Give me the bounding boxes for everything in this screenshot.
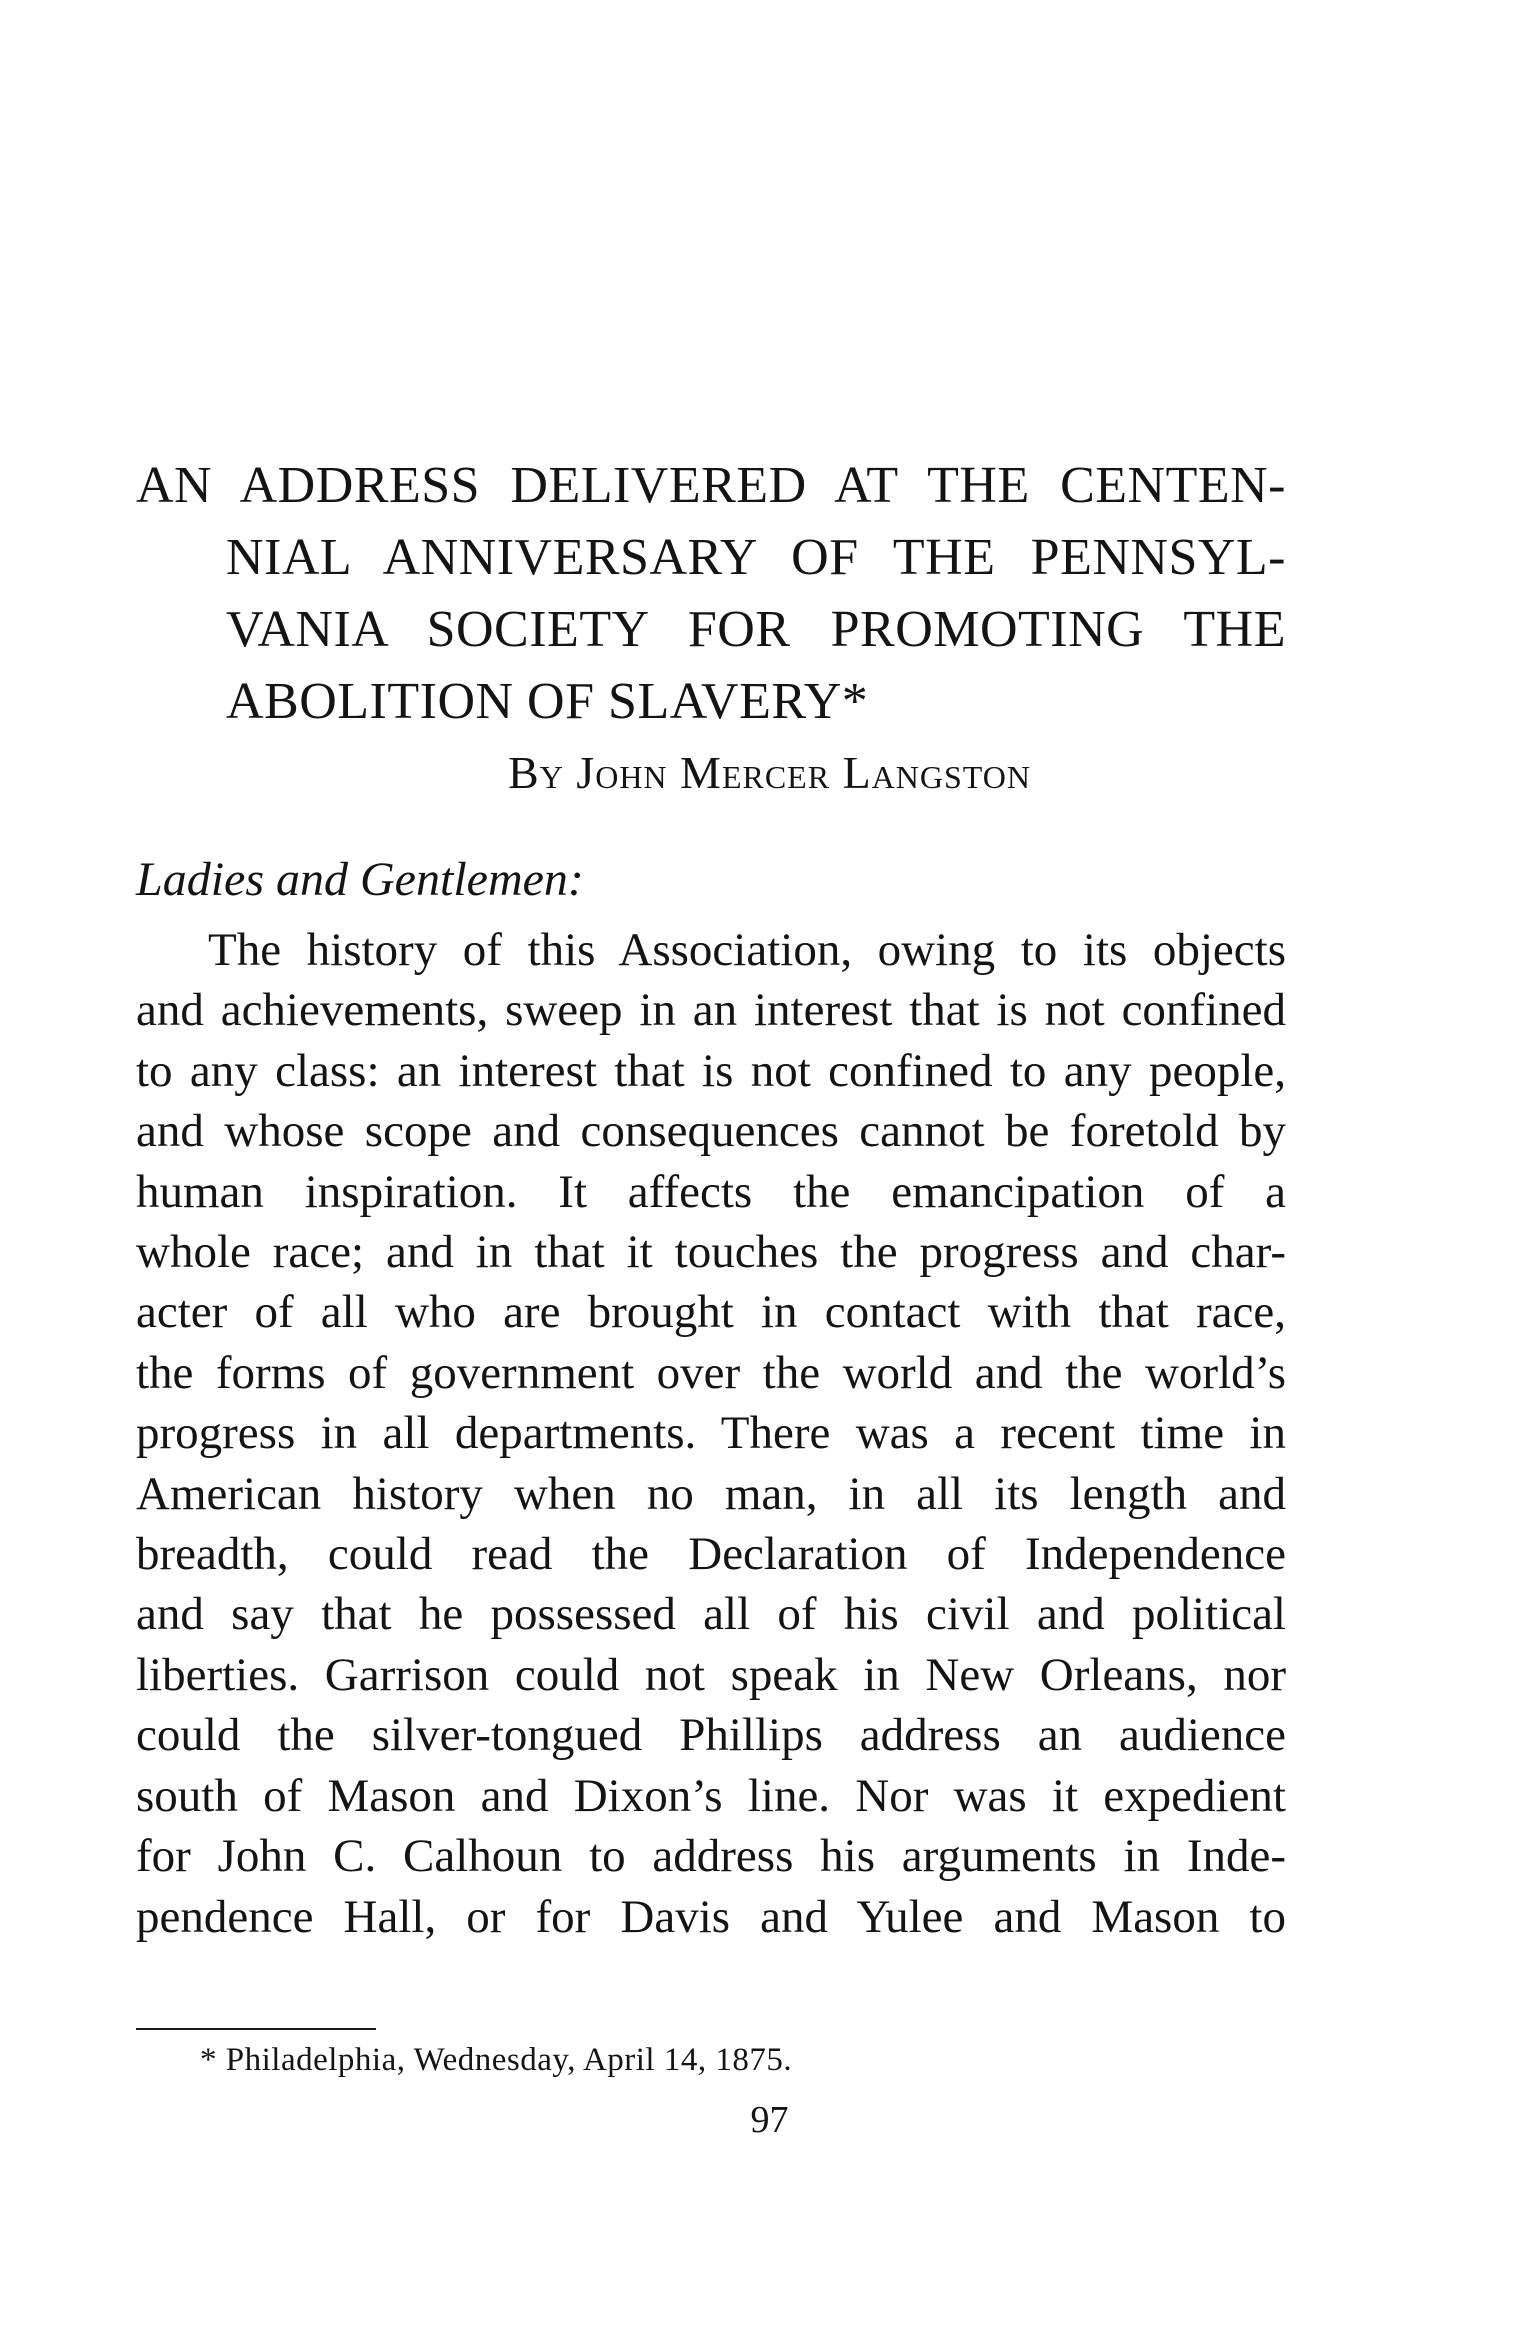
- body-line: whole race; and in that it touches the progress and char-: [136, 1226, 1286, 1279]
- title-line-3: VANIA SOCIETY FOR PROMOTING THE: [226, 601, 1286, 658]
- author-byline: By John Mercer Langston: [508, 747, 1031, 798]
- footnote: * Philadelphia, Wednesday, April 14, 1875.: [200, 2042, 793, 2078]
- body-line: south of Mason and Dixon’s line. Nor was it expedient: [136, 1769, 1286, 1822]
- body-line: and say that he possessed all of his civil and political: [136, 1588, 1286, 1641]
- body-line: and achievements, sweep in an interest that is not confined: [136, 984, 1286, 1037]
- body-line: and whose scope and consequences cannot be foretold by: [136, 1105, 1286, 1158]
- body-line: human inspiration. It affects the emancipation of a: [136, 1165, 1286, 1218]
- body-line: breadth, could read the Declaration of Independence: [136, 1528, 1286, 1581]
- title-line-4: ABOLITION OF SLAVERY*: [226, 673, 869, 730]
- footnote-divider: [136, 2028, 376, 2030]
- body-line: The history of this Association, owing to its objects: [208, 924, 1286, 976]
- salutation: Ladies and Gentlemen:: [136, 853, 584, 906]
- title-line-1: AN ADDRESS DELIVERED AT THE CENTEN-: [136, 457, 1286, 514]
- body-line: American history when no man, in all its length and: [136, 1467, 1286, 1520]
- body-line: pendence Hall, or for Davis and Yulee and Mason to: [136, 1890, 1286, 1943]
- body-line: liberties. Garrison could not speak in New Orleans, nor: [136, 1648, 1286, 1701]
- body-line: the forms of government over the world and the world’s: [136, 1346, 1286, 1399]
- article-title: [136, 450, 1286, 738]
- body-line: acter of all who are brought in contact with that race,: [136, 1286, 1286, 1339]
- body-line: to any class: an interest that is not confined to any people,: [136, 1044, 1286, 1097]
- body-line: for John C. Calhoun to address his arguments in Inde-: [136, 1830, 1286, 1883]
- page-number: 97: [750, 2099, 789, 2141]
- body-paragraph: [136, 920, 1286, 1947]
- body-line: could the silver-tongued Phillips address an audience: [136, 1709, 1286, 1762]
- title-line-2: NIAL ANNIVERSARY OF THE PENNSYL-: [226, 529, 1286, 586]
- body-line: progress in all departments. There was a recent time in: [136, 1407, 1286, 1460]
